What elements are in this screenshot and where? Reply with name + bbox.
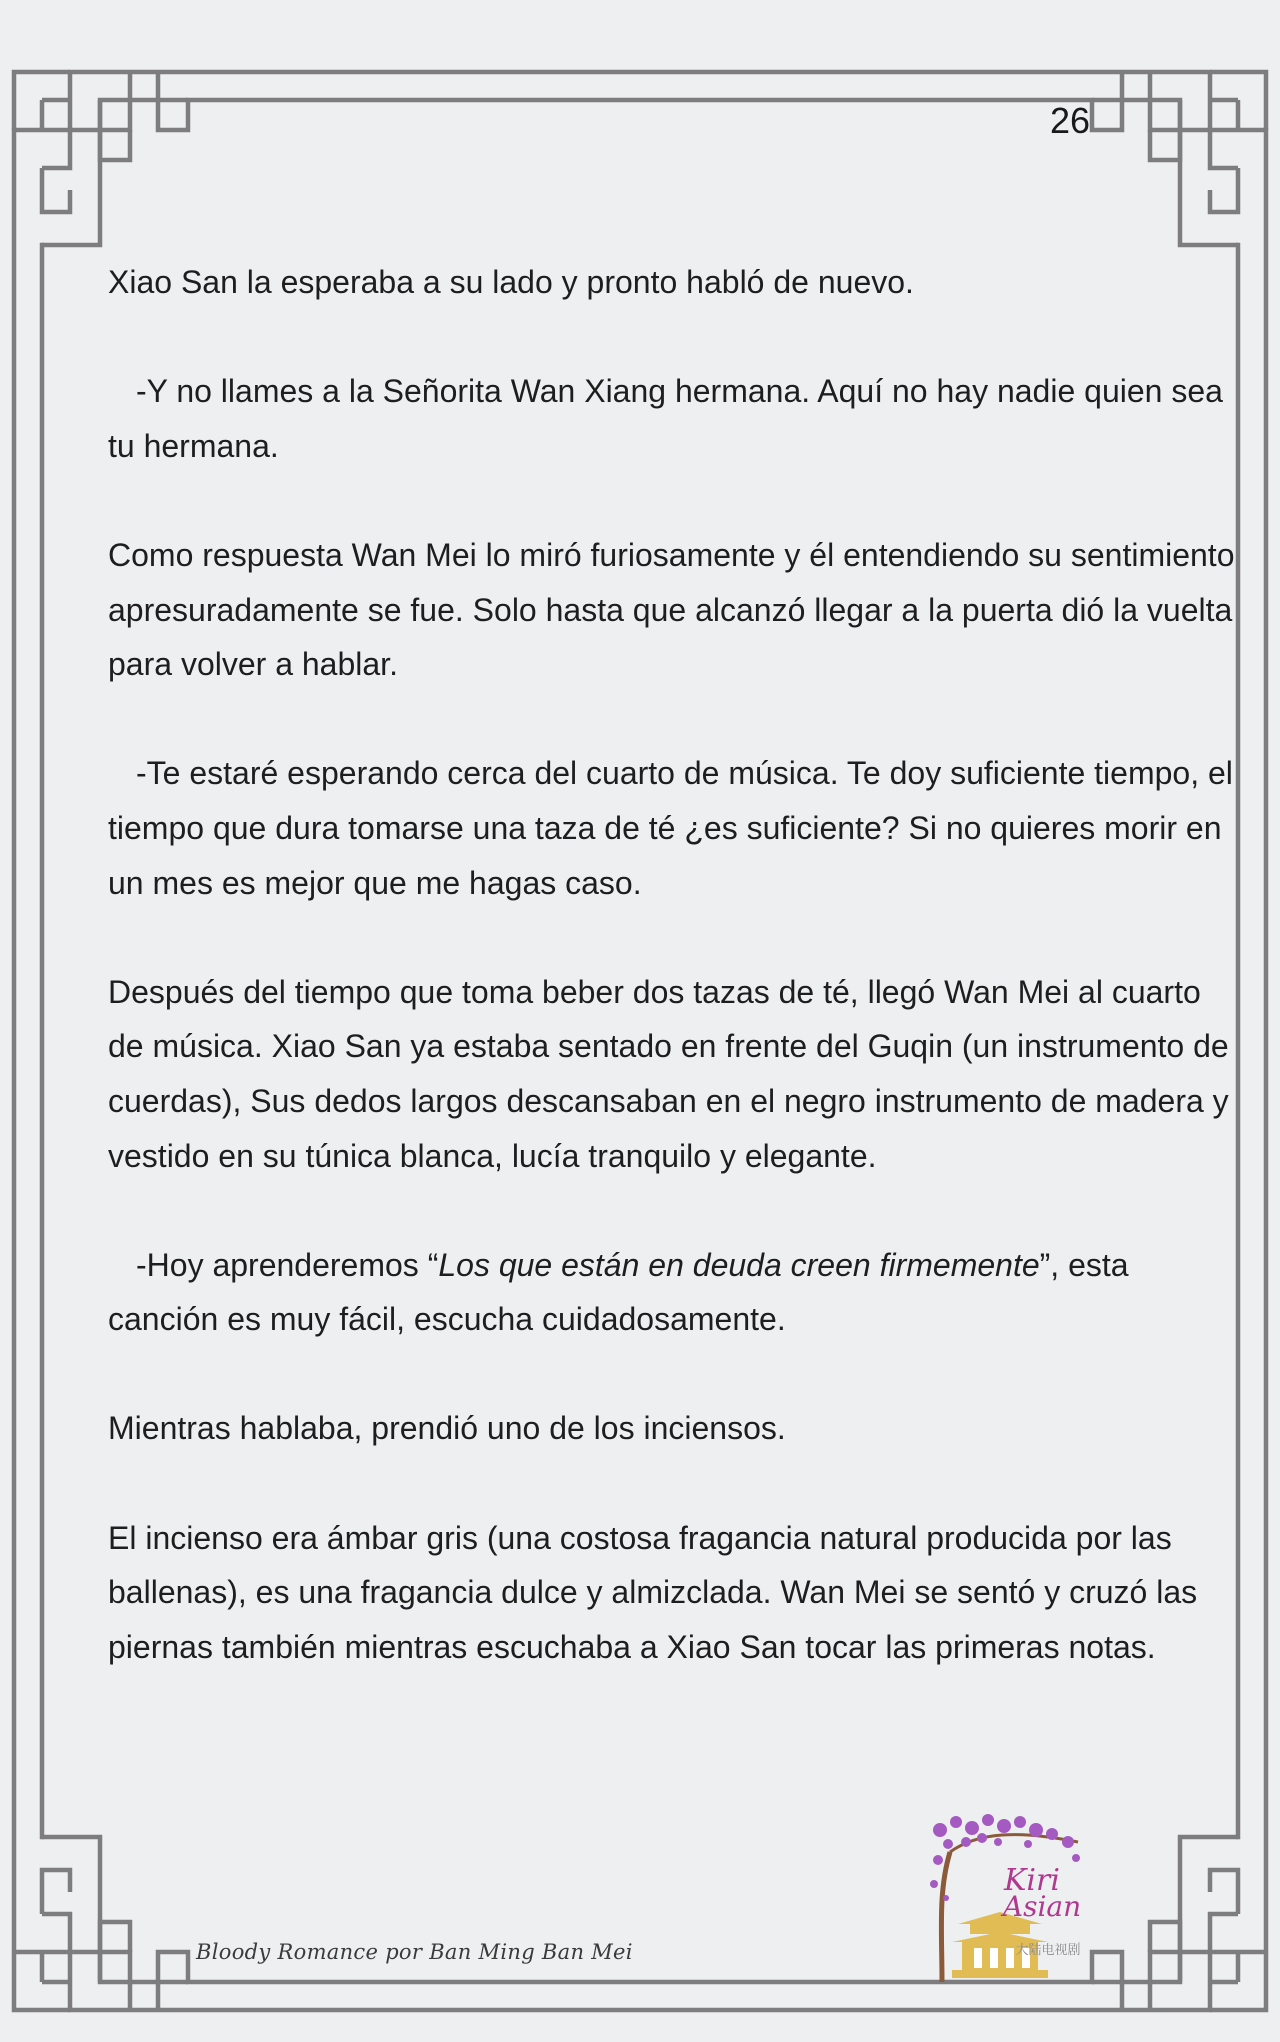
kiri-asian-logo bbox=[928, 1812, 1088, 1984]
dialogue-text: ”, esta canción es muy fácil, escucha cuidadosamente. bbox=[108, 1246, 1129, 1338]
paragraph: Después del tiempo que toma beber dos tazas de té, llegó Wan Mei al cuarto de música. Xiao San ya estaba sentado en frente del Guqin (un instrumento de cuerdas), Sus dedos largos descansaban en el negro instrumento de madera y vestido en su túnica blanca, lucía tranquilo y elegante. bbox=[108, 973, 1229, 1174]
paragraph-dialogue: -Te estaré esperando cerca del cuarto de música. Te doy suficiente tiempo, el tiempo que dura tomarse una taza de té ¿es suficiente? Si no quieres morir en un mes es mejor que me hagas caso. bbox=[108, 755, 1233, 901]
dialogue-text: -Hoy aprenderemos “ bbox=[136, 1246, 439, 1283]
corner-ornament bbox=[1092, 1837, 1266, 2010]
paragraph: Mientras hablaba, prendió uno de los inciensos. bbox=[108, 1410, 786, 1447]
paragraph-dialogue bbox=[108, 1238, 1238, 1347]
logo-subtitle: 大陆电视剧 bbox=[1015, 1943, 1081, 1958]
logo-text-line1: Kiri bbox=[1004, 1863, 1060, 1898]
paragraph: El incienso era ámbar gris (una costosa fragancia natural producida por las ballenas), es una fragancia dulce y almizclada. Wan Mei se sentó y cruzó las piernas también mientras escuchaba a Xiao San tocar las primeras notas. bbox=[108, 1519, 1198, 1665]
corner-ornament bbox=[14, 1837, 188, 2010]
corner-ornament bbox=[14, 72, 188, 245]
paragraph: Xiao San la esperaba a su lado y pronto habló de nuevo. bbox=[108, 264, 914, 300]
logo-text-line2: Asian bbox=[1002, 1890, 1082, 1923]
tree-trunk-icon bbox=[941, 1852, 950, 1982]
page-number: 26 bbox=[1049, 100, 1090, 141]
body-text bbox=[108, 255, 1238, 1729]
paragraph-dialogue: -Y no llames a la Señorita Wan Xiang hermana. Aquí no hay nadie quien sea tu hermana. bbox=[108, 373, 1223, 464]
corner-ornament bbox=[1092, 72, 1266, 245]
paragraph: Como respuesta Wan Mei lo miró furiosamente y él entendiendo su sentimiento apresuradamente se fue. Solo hasta que alcanzó llegar a la puerta dió la vuelta para volver a hablar. bbox=[108, 536, 1235, 683]
song-title: Los que están en deuda creen firmemente bbox=[438, 1246, 1040, 1283]
footer-credit: Bloody Romance por Ban Ming Ban Mei bbox=[196, 1940, 633, 1964]
